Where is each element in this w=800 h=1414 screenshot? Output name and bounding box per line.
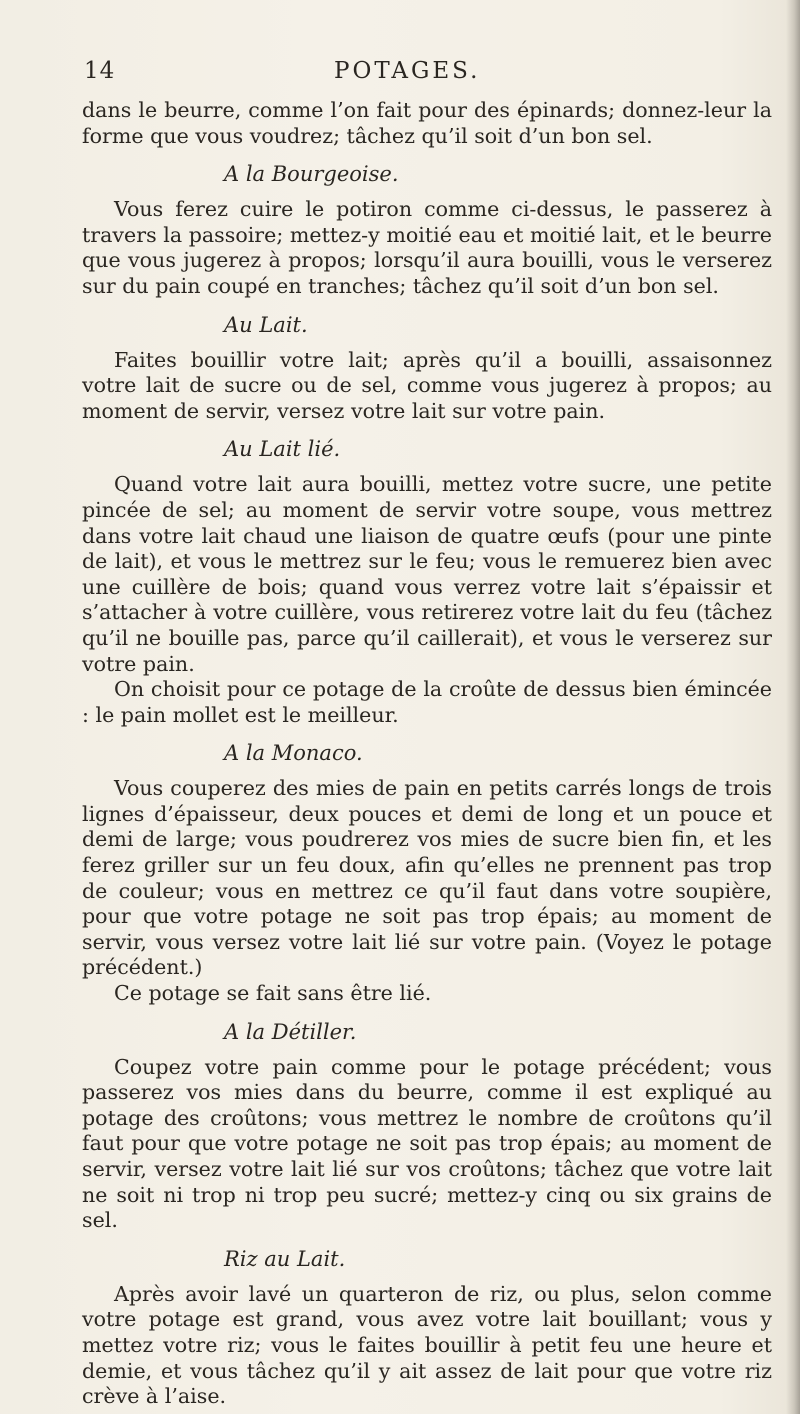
section-title: Au Lait. bbox=[224, 312, 308, 337]
section-paragraph: Vous ferez cuire le potiron comme ci-dessus, le passerez à travers la passoire; mettez-y moitié eau et moitié lait, et le beurre que vous jugerez à propos; lorsqu’il aura bouilli, vous le verserez sur du pain coupé en tranches; tâchez qu’il soit d’un bon sel. bbox=[82, 197, 772, 298]
page-body bbox=[82, 98, 772, 1410]
page-header bbox=[84, 58, 764, 98]
section-detiller bbox=[82, 1019, 772, 1234]
section-paragraph: Ce potage se fait sans être lié. bbox=[114, 981, 432, 1006]
intro-paragraph: dans le beurre, comme l’on fait pour des épinards; donnez-leur la forme que vous voudrez; tâchez qu’il soit d’un bon sel. bbox=[82, 98, 772, 148]
section-paragraph: Quand votre lait aura bouilli, mettez votre sucre, une petite pincée de sel; au moment de servir votre soupe, vous mettrez dans votre lait chaud une liaison de quatre œufs (pour une pinte de lait), et vous le mettrez sur le feu; vous le remuerez bien avec une cuillère de bois; quand vous verrez votre lait s’épaissir et s’attacher à votre cuillère, vous retirerez votre lait du feu (tâchez qu’il ne bouille pas, parce qu’il caillerait), et vous le verserez sur votre pain. bbox=[82, 472, 772, 676]
section-bourgeoise bbox=[82, 161, 772, 299]
page-edge-shadow bbox=[786, 0, 800, 1414]
page-number: 14 bbox=[84, 58, 116, 84]
section-title: Au Lait lié. bbox=[224, 437, 341, 462]
section-au-lait bbox=[82, 312, 772, 425]
section-paragraph: Faites bouillir votre lait; après qu’il a bouilli, assaisonnez votre lait de sucre ou de sel, comme vous jugerez à propos; au moment de servir, versez votre lait sur votre pain. bbox=[82, 347, 772, 423]
section-lait-lie bbox=[82, 436, 772, 728]
section-title: A la Monaco. bbox=[224, 741, 363, 766]
section-paragraph: Coupez votre pain comme pour le potage précédent; vous passerez vos mies dans du beurre, comme il est expliqué au potage des croûtons; vous mettrez le nombre de croûtons qu’il faut pour que votre potage ne soit pas trop épais; au moment de servir, versez votre lait lié sur vos croûtons; tâchez que votre lait ne soit ni trop ni trop peu sucré; mettez-y cinq ou six grains de sel. bbox=[82, 1054, 772, 1233]
section-paragraph: On choisit pour ce potage de la croûte de dessus bien émincée : le pain mollet est le meilleur. bbox=[82, 677, 772, 727]
section-paragraph: Vous couperez des mies de pain en petits carrés longs de trois lignes d’épaisseur, deux pouces et demi de long et un pouce et demi de large; vous poudrerez vos mies de sucre bien fin, et les ferez griller sur un feu doux, afin qu’elles ne prennent pas trop de couleur; vous en mettrez ce qu’il faut dans votre soupière, pour que votre potage ne soit pas trop épais; au moment de servir, vous versez votre lait lié sur votre pain. (Voyez le potage précédent.) bbox=[82, 776, 772, 980]
running-title: POTAGES. bbox=[334, 58, 481, 84]
section-monaco bbox=[82, 740, 772, 1006]
section-paragraph: Après avoir lavé un quarteron de riz, ou plus, selon comme votre potage est grand, vous avez votre lait bouillant; vous y mettez votre riz; vous le faites bouillir à petit feu une heure et demie, et vous tâchez qu’il y ait assez de lait pour que votre riz crève à l’aise. bbox=[82, 1281, 772, 1409]
section-title: A la Détiller. bbox=[224, 1019, 357, 1044]
section-title: Riz au Lait. bbox=[224, 1246, 346, 1271]
section-riz-au-lait bbox=[82, 1246, 772, 1410]
section-title: A la Bourgeoise. bbox=[224, 162, 399, 187]
